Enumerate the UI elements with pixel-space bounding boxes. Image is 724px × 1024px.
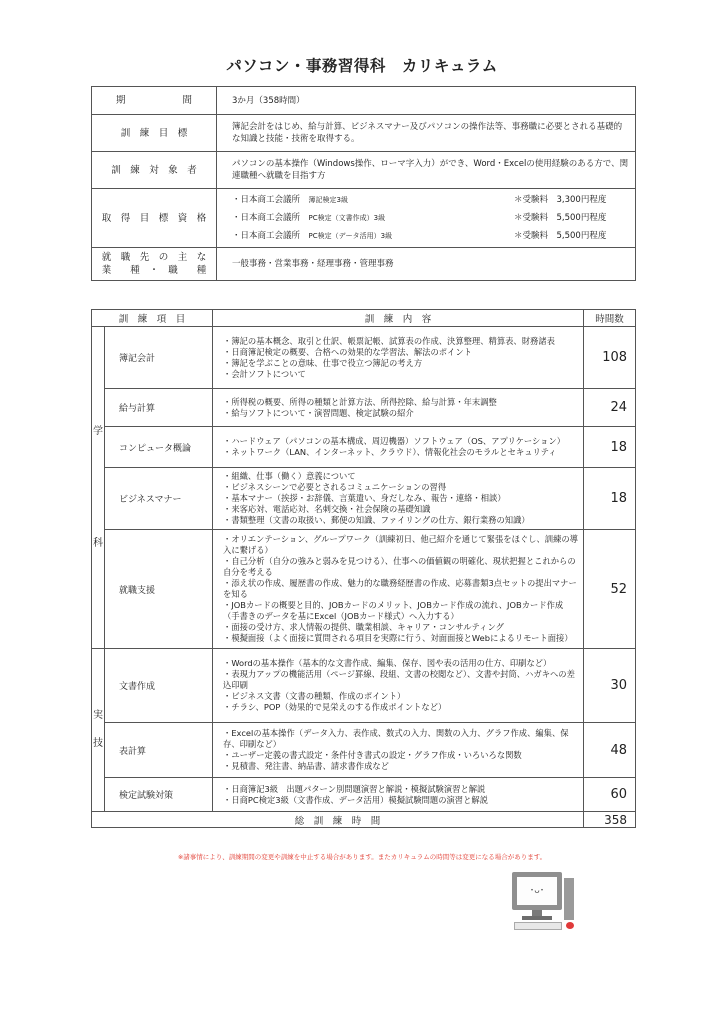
category-gakka: 学 科 xyxy=(92,327,105,649)
keyboard-icon xyxy=(514,922,562,930)
subject-hours: 48 xyxy=(584,723,636,778)
tower-icon xyxy=(564,878,574,920)
jobs-row xyxy=(92,248,636,281)
mouse-icon xyxy=(566,922,574,929)
computer-icon xyxy=(508,872,578,932)
table-row xyxy=(92,530,636,649)
subject-content: ・ハードウェア（パソコンの基本構成、周辺機器）ソフトウェア（OS、アプリケーション） ・ネットワーク（LAN、インターネット、クラウド）、情報化社会のモラルとセキュリティ xyxy=(213,427,584,468)
subject-hours: 108 xyxy=(584,327,636,389)
period-label: 期 間 xyxy=(92,87,217,115)
qualifications-row xyxy=(92,189,636,248)
summary-table xyxy=(91,86,636,281)
subject-hours: 52 xyxy=(584,530,636,649)
subject-hours: 24 xyxy=(584,389,636,427)
subject-hours: 30 xyxy=(584,649,636,723)
subject-name: 就職支援 xyxy=(105,530,213,649)
subject-hours: 60 xyxy=(584,778,636,812)
table-row xyxy=(92,723,636,778)
table-row xyxy=(92,389,636,427)
qualifications-label: 取 得 目 標 資 格 xyxy=(92,189,217,248)
period-row xyxy=(92,87,636,115)
curriculum-header xyxy=(92,310,636,327)
jobs-value: 一般事務・営業事務・経理事務・管理事務 xyxy=(217,248,636,281)
subject-name: 検定試験対策 xyxy=(105,778,213,812)
target-row xyxy=(92,152,636,189)
jobs-label: 就 職 先 の 主 な 業 種 ・ 職 種 xyxy=(92,248,217,281)
subject-hours: 18 xyxy=(584,427,636,468)
total-label: 総 訓 練 時 間 xyxy=(92,812,584,828)
qualification-item: ・日本商工会議所 簿記検定3級 ＊受験料 3,300円程度 xyxy=(232,195,607,205)
subject-name: 給与計算 xyxy=(105,389,213,427)
table-row xyxy=(92,327,636,389)
table-row xyxy=(92,649,636,723)
period-value: 3か月（358時間） xyxy=(217,87,636,115)
subject-content: ・Excelの基本操作（データ入力、表作成、数式の入力、関数の入力、グラフ作成、編集、保存、印刷など） ・ユーザー定義の書式設定・条件付き書式の設定・グラフ作成・いろいろな関数 ・見積書、発注書、納品書、請求書作成など xyxy=(213,723,584,778)
goal-label: 訓 練 目 標 xyxy=(92,115,217,152)
subject-content: ・組織、仕事（働く）意義について ・ビジネスシーンで必要とされるコミュニケーションの習得 ・基本マナー（挨拶・お辞儀、言葉遣い、身だしなみ、報告・連絡・相談） ・来客応対、電話応対、名刺交換・社会保険の基礎知識 ・書類整理（文書の取扱い、郵便の知識、ファイリングの仕方、銀行業務の知識） xyxy=(213,468,584,530)
footnote: ※諸事情により、訓練期間の変更や訓練を中止する場合があります。またカリキュラムの時間等は変更になる場合があります。 xyxy=(177,853,547,861)
page-title: パソコン・事務習得科 カリキュラム xyxy=(226,57,498,75)
subject-content: ・簿記の基本概念、取引と仕訳、帳票記帳、試算表の作成、決算整理、精算表、財務諸表 ・日商簿記検定の概要、合格への効果的な学習法、解法のポイント ・簿記を学ぶことの意味、仕事で役立つ簿記の考え方 ・会計ソフトについて xyxy=(213,327,584,389)
monitor-icon xyxy=(512,872,562,910)
subject-content: ・日商簿記3級 出題パターン別問題演習と解説・模擬試験演習と解説 ・日商PC検定3級（文書作成、データ活用）模擬試験問題の演習と解説 xyxy=(213,778,584,812)
header-hours: 時間数 xyxy=(584,310,636,327)
qualification-item: ・日本商工会議所 PC検定（データ活用）3級 ＊受験料 5,500円程度 xyxy=(232,231,607,241)
subject-hours: 18 xyxy=(584,468,636,530)
target-value: パソコンの基本操作（Windows操作、ローマ字入力）ができ、Word・Excelの使用経験のある方で、関連職種へ就職を目指す方 xyxy=(217,152,636,189)
subject-content: ・Wordの基本操作（基本的な文書作成、編集、保存、図や表の活用の仕方、印刷など） ・表現力アップの機能活用（ページ罫線、段組、文書の校閲など）、文書や封筒、ハガキへの差込印刷 ・ビジネス文書（文書の種類、作成のポイント） ・チラシ、POP（効果的で見栄えのする作成ポイントなど） xyxy=(213,649,584,723)
qualification-item: ・日本商工会議所 PC検定（文書作成）3級 ＊受験料 5,500円程度 xyxy=(232,213,607,223)
subject-content: ・オリエンテーション、グループワーク（訓練初日、他己紹介を通じて緊張をほぐし、訓練の導入に繋げる） ・自己分析（自分の強みと弱みを見つける）、仕事への価値観の明確化、現状把握とこれからの自分を考える ・添え状の作成、履歴書の作成、魅力的な職務経歴書の作成、応募書類3点セットの提出マナーを知る ・JOBカードの概要と目的、JOBカードのメリット、JOBカード作成の流れ、JOBカード作成（手書きのデータを基にExcel（JOBカード様式）へ入力する） ・面接の受け方、求人情報の提供、職業相談、キャリア・コンサルティング ・模擬面接（よく面接に質問される項目を実際に行う、対面面接とWebによるリモート面接） xyxy=(213,530,584,649)
monitor-base xyxy=(522,916,552,920)
header-item: 訓 練 項 目 xyxy=(92,310,213,327)
subject-name: ビジネスマナー xyxy=(105,468,213,530)
qualifications-value xyxy=(217,189,636,248)
goal-row xyxy=(92,115,636,152)
total-row xyxy=(92,812,636,828)
subject-name: コンピュータ概論 xyxy=(105,427,213,468)
subject-name: 表計算 xyxy=(105,723,213,778)
table-row xyxy=(92,778,636,812)
total-hours: 358 xyxy=(584,812,636,828)
screen-face: ･ᴗ･ xyxy=(517,877,557,905)
curriculum-table xyxy=(91,309,636,828)
target-label: 訓 練 対 象 者 xyxy=(92,152,217,189)
table-row xyxy=(92,427,636,468)
header-content: 訓 練 内 容 xyxy=(213,310,584,327)
category-jitsugi: 実 技 xyxy=(92,649,105,812)
subject-name: 簿記会計 xyxy=(105,327,213,389)
subject-name: 文書作成 xyxy=(105,649,213,723)
subject-content: ・所得税の概要、所得の種類と計算方法、所得控除、給与計算・年末調整 ・給与ソフトについて・演習問題、検定試験の紹介 xyxy=(213,389,584,427)
table-row xyxy=(92,468,636,530)
goal-value: 簿記会計をはじめ、給与計算、ビジネスマナー及びパソコンの操作法等、事務職に必要とされる基礎的な知識と技能・技術を取得する。 xyxy=(217,115,636,152)
